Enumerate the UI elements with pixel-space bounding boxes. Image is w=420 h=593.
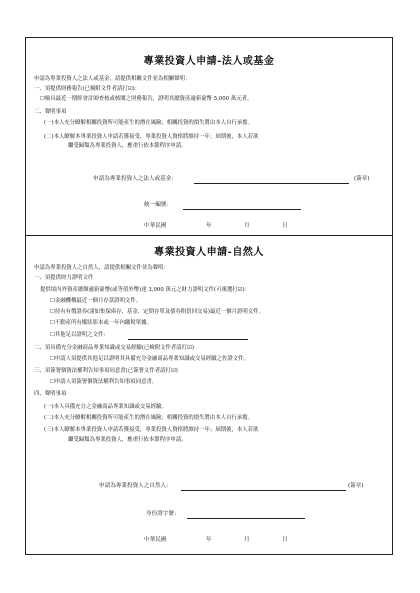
person-declaration-item-3b: 繼受歸類為專業投資人，應重行依本節程序申請。	[68, 437, 187, 443]
person-declaration-item-2: (二)本人充分瞭解相關投資所可能產生的潛在風險；相關投資的損失將由本人自行承擔。	[44, 415, 254, 421]
person-date-month: 月	[244, 537, 250, 543]
legal-declaration-item-1: (一)本人充分瞭解相關投資所可能產生的潛在風險；相關投資的損失將由本人自行承擔。	[44, 120, 254, 126]
person-date-day: 日	[282, 537, 288, 543]
person-intro: 申請為專業投資人之自然人，請提供相關文件並為聲明：	[34, 265, 169, 271]
person-financial-proof-heading: 一、須提供財力證明文件	[34, 275, 94, 281]
person-other-docs-checkbox[interactable]: ☐其他足以證明之文件：	[50, 332, 109, 338]
person-real-estate-checkbox[interactable]: ☐不動產所有權狀影本或一年內繳稅單據。	[50, 320, 152, 326]
person-declaration-item-3a: (三)本人瞭解本專業投資人申請若獲接受，專業投資人資格將維持一年；屆期後，本人若欲	[44, 427, 259, 433]
person-privacy-heading: 三、須簽署個資法權利告知事項同意書(已簽署文件者請打☑)	[34, 368, 178, 374]
legal-id-field[interactable]	[183, 209, 301, 210]
legal-financial-report-checkbox[interactable]: ☐檢具最近一期經會計師查核或核閱之財務報告，證明其總資產逾新臺幣 5,000 萬元者。	[40, 96, 253, 102]
person-date-era: 中華民國	[144, 537, 167, 543]
person-securities-checkbox[interactable]: ☐持有有價證券(諸如集保庫存、基金、定期存單及債券附買回交易)最近一個月證明文件。	[50, 309, 264, 315]
legal-declaration-item-2a: (二)本人瞭解本專業投資人申請若獲接受，專業投資人資格將維持一年；屆期後，本人若欲	[44, 134, 259, 140]
natural-person-title: 專業投資人申請-自然人	[154, 247, 264, 258]
legal-id-label: 統一編號：	[144, 202, 172, 208]
legal-signature-field[interactable]	[194, 183, 349, 184]
legal-financial-report-heading: 一、須提供財務報告(已檢附文件者請打☑)：	[34, 86, 141, 92]
legal-date-year: 年	[206, 223, 212, 229]
person-signature-label: 申請為專業投資人之自然人：	[99, 483, 172, 489]
person-knowledge-heading: 二、須具備充分金融商品專業知識或交易經驗(已檢附文件者請打☑)	[34, 345, 194, 351]
legal-declaration-item-2b: 繼受歸類為專業投資人，應重行依本節程序申請。	[68, 143, 187, 149]
person-date-year: 年	[206, 537, 212, 543]
person-privacy-checkbox[interactable]: ☐申請人須簽署個資法權利告知事項同意書。	[50, 379, 158, 385]
legal-intro: 申請為專業投資人之法人或基金，請提供相關文件並為相關聲明：	[34, 76, 191, 82]
natural-person-section	[26, 235, 392, 556]
legal-declaration-heading: 二、聲明事項	[34, 109, 67, 115]
legal-date-era: 中華民國	[144, 223, 167, 229]
person-id-field[interactable]	[187, 518, 305, 519]
legal-entity-title: 專業投資人申請-法人或基金	[143, 56, 275, 67]
person-other-docs-field[interactable]	[128, 339, 248, 340]
person-knowledge-checkbox[interactable]: ☐申請人須提供其他足以證明其具備充分金融商品專業知識或交易經驗之佐證文件。	[50, 356, 249, 362]
legal-signature-label: 申請為專業投資人之法人或基金：	[93, 176, 177, 182]
legal-entity-section	[26, 38, 392, 235]
legal-date-month: 月	[244, 223, 250, 229]
person-financial-proof-desc: 提供境內外資產總額逾新臺幣(或等值外幣)達 3,000 萬元之財力證明文件(可複選打☑)：	[40, 287, 250, 293]
person-declaration-item-1: (一)本人具備充分之金融商品專業知識或交易經驗。	[44, 404, 167, 410]
person-id-label: 身份證字號：	[146, 511, 180, 517]
person-seal-label: (簽章)	[348, 483, 364, 489]
legal-date-day: 日	[282, 223, 288, 229]
person-declaration-heading: 四、聲明事項	[34, 391, 67, 397]
application-form	[25, 37, 393, 555]
legal-seal-label: (簽章)	[354, 176, 370, 182]
person-deposit-checkbox[interactable]: ☐金融機構最近一個月存款證明文件。	[50, 298, 142, 304]
person-signature-field[interactable]	[181, 490, 346, 491]
